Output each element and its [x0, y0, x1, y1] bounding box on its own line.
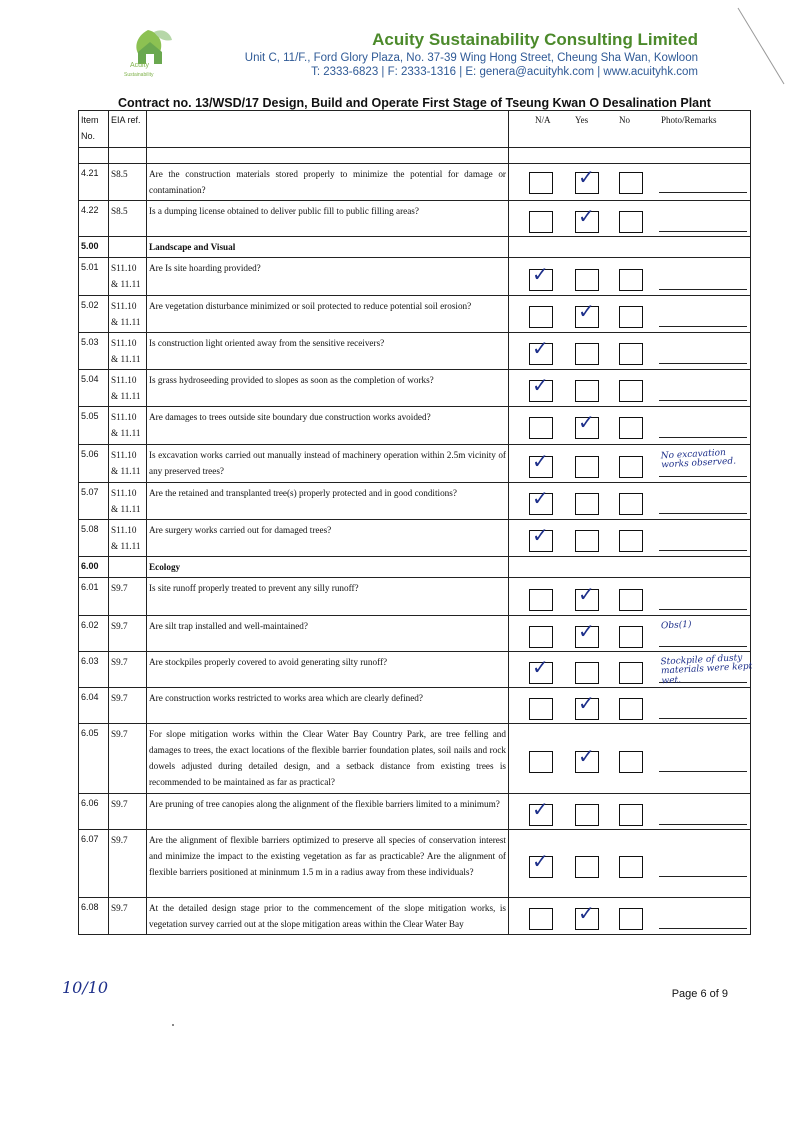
- section-header-row: [79, 556, 751, 577]
- item-number: 6.07: [79, 830, 109, 898]
- checkbox-cell: [509, 794, 751, 830]
- checkbox-yes[interactable]: [575, 856, 599, 878]
- item-number: 5.01: [79, 257, 109, 295]
- checkbox-na[interactable]: [529, 417, 553, 439]
- checkbox-yes[interactable]: [575, 744, 599, 773]
- checkbox-na[interactable]: [529, 849, 553, 878]
- checkbox-cell: [509, 578, 751, 616]
- letterhead: [0, 0, 794, 92]
- checkbox-no[interactable]: [619, 456, 643, 478]
- table-row: [79, 830, 751, 898]
- checkbox-cell: [509, 830, 751, 898]
- checkmark-icon: ✓: [532, 335, 549, 360]
- checkbox-na[interactable]: [529, 211, 553, 233]
- checkbox-no[interactable]: [619, 589, 643, 611]
- section-header-row: [79, 236, 751, 257]
- eia-reference: S9.7: [109, 898, 147, 935]
- table-row: [79, 163, 751, 200]
- checkbox-cell: [509, 652, 751, 688]
- checkbox-no[interactable]: [619, 306, 643, 328]
- checkbox-cell: [509, 444, 751, 482]
- checkbox-no[interactable]: [619, 172, 643, 194]
- header-item-no: Item No.: [79, 111, 109, 148]
- checkbox-na[interactable]: [529, 485, 553, 515]
- table-row: [79, 688, 751, 724]
- table-row: [79, 724, 751, 794]
- checkbox-yes[interactable]: [575, 619, 599, 648]
- checkbox-no[interactable]: [619, 751, 643, 773]
- checkmark-icon: ✓: [532, 522, 549, 547]
- item-number: 5.08: [79, 519, 109, 556]
- table-spacer-row: [79, 147, 751, 163]
- checkbox-yes[interactable]: [575, 530, 599, 552]
- checklist-question: Are stockpiles properly covered to avoid generating silty runoff?: [147, 652, 509, 688]
- header-na: N/A: [535, 115, 551, 125]
- handwritten-remark: Stockpile of dusty materials were kept wet.: [660, 653, 753, 687]
- eia-reference: S11.10 & 11.11: [109, 295, 147, 332]
- checkbox-yes[interactable]: [575, 298, 599, 328]
- checkbox-cell: [509, 163, 751, 200]
- checkmark-icon: ✓: [532, 261, 549, 286]
- table-row: [79, 295, 751, 332]
- checklist-question: Are the retained and transplanted tree(s) properly protected and in good conditions?: [147, 482, 509, 519]
- checkbox-cell: [509, 556, 751, 577]
- checkmark-icon: ✓: [578, 410, 595, 435]
- table-row: [79, 898, 751, 935]
- item-number: 5.02: [79, 295, 109, 332]
- remarks-line: [659, 437, 747, 438]
- checklist-question: Are silt trap installed and well-maintained?: [147, 616, 509, 652]
- checkbox-na[interactable]: [529, 655, 553, 684]
- remarks-line: [659, 718, 747, 719]
- eia-reference: S9.7: [109, 830, 147, 898]
- table-row: [79, 444, 751, 482]
- section-title: Landscape and Visual: [147, 236, 509, 257]
- remarks-line: [659, 513, 747, 514]
- checkmark-icon: ✓: [578, 298, 595, 323]
- eia-reference: S11.10 & 11.11: [109, 444, 147, 482]
- checkmark-icon: ✓: [532, 373, 549, 398]
- checkbox-cell: [509, 688, 751, 724]
- checklist-question: Are damages to trees outside site boundary due construction works avoided?: [147, 407, 509, 444]
- checkbox-no[interactable]: [619, 804, 643, 826]
- table-row: [79, 332, 751, 369]
- checkmark-icon: ✓: [578, 901, 595, 925]
- header-no: No: [619, 115, 630, 125]
- header-remarks: Photo/Remarks: [661, 115, 717, 125]
- remarks-line: [659, 363, 747, 364]
- checkbox-yes[interactable]: [575, 691, 599, 720]
- checklist-question: At the detailed design stage prior to the commencement of the slope mitigation works, is vegetation survey carried out at the slope mitigation areas within the Clear Water Bay: [147, 898, 509, 935]
- remarks-line: [659, 824, 747, 825]
- checkbox-yes[interactable]: [575, 203, 599, 233]
- checkbox-no[interactable]: [619, 698, 643, 720]
- item-number: 6.00: [79, 556, 109, 577]
- table-row: [79, 482, 751, 519]
- checkmark-icon: ✓: [532, 849, 549, 873]
- checkbox-cell: [509, 407, 751, 444]
- eia-reference: S11.10 & 11.11: [109, 257, 147, 295]
- section-title: Ecology: [147, 556, 509, 577]
- checkbox-cell: [509, 616, 751, 652]
- checkmark-icon: ✓: [578, 691, 595, 715]
- logo-text: Acuity: [130, 62, 150, 69]
- checkbox-cell: [509, 257, 751, 295]
- eia-reference: S9.7: [109, 652, 147, 688]
- table-header-row: [79, 111, 751, 148]
- item-number: 5.06: [79, 444, 109, 482]
- checkbox-yes[interactable]: [575, 493, 599, 515]
- eia-reference: [109, 236, 147, 257]
- scan-edge-mark: [736, 6, 786, 86]
- item-number: 4.22: [79, 200, 109, 236]
- item-number: 5.04: [79, 370, 109, 407]
- header-check-columns: [509, 111, 751, 148]
- checkmark-icon: ✓: [532, 485, 549, 510]
- handwritten-remark: No excavation works observed.: [660, 447, 737, 471]
- table-row: [79, 257, 751, 295]
- checkmark-icon: ✓: [578, 203, 595, 228]
- eia-reference: S9.7: [109, 724, 147, 794]
- checkmark-icon: ✓: [578, 619, 595, 643]
- eia-reference: S9.7: [109, 616, 147, 652]
- checkbox-na[interactable]: [529, 626, 553, 648]
- checkbox-no[interactable]: [619, 343, 643, 365]
- table-row: [79, 370, 751, 407]
- checkbox-yes[interactable]: [575, 269, 599, 291]
- checkbox-no[interactable]: [619, 626, 643, 648]
- checkbox-na[interactable]: [529, 335, 553, 365]
- checkmark-icon: ✓: [578, 744, 595, 768]
- contract-title: Contract no. 13/WSD/17 Design, Build and Operate First Stage of Tseung Kwan O Desalination Plant: [118, 96, 711, 110]
- item-number: 6.03: [79, 652, 109, 688]
- remarks-line: [659, 550, 747, 551]
- checkbox-na[interactable]: [529, 448, 553, 478]
- checkbox-yes[interactable]: [575, 164, 599, 194]
- checkbox-no[interactable]: [619, 211, 643, 233]
- checkbox-no[interactable]: [619, 856, 643, 878]
- checkbox-na[interactable]: [529, 908, 553, 930]
- logo-subtext: Sustainability: [124, 72, 154, 78]
- checkbox-no[interactable]: [619, 380, 643, 402]
- item-number: 5.07: [79, 482, 109, 519]
- checkbox-cell: [509, 482, 751, 519]
- item-number: 4.21: [79, 163, 109, 200]
- checklist-question: Is site runoff properly treated to prevent any silly runoff?: [147, 578, 509, 616]
- checklist-question: Is grass hydroseeding provided to slopes as soon as the completion of works?: [147, 370, 509, 407]
- table-row: [79, 794, 751, 830]
- eia-reference: S11.10 & 11.11: [109, 519, 147, 556]
- eia-reference: S8.5: [109, 200, 147, 236]
- checkmark-icon: ✓: [578, 164, 595, 189]
- checkbox-yes[interactable]: [575, 662, 599, 684]
- item-number: 6.04: [79, 688, 109, 724]
- checkbox-cell: [509, 370, 751, 407]
- remarks-line: [659, 400, 747, 401]
- checkmark-icon: ✓: [532, 797, 549, 821]
- checkmark-icon: ✓: [532, 448, 549, 473]
- checklist-table: [78, 110, 751, 935]
- company-address: Unit C, 11/F., Ford Glory Plaza, No. 37-39 Wing Hong Street, Cheung Sha Wan, Kowloon: [244, 52, 698, 64]
- table-row: [79, 200, 751, 236]
- checkbox-cell: [509, 724, 751, 794]
- checkbox-no[interactable]: [619, 493, 643, 515]
- checkbox-no[interactable]: [619, 530, 643, 552]
- checkbox-no[interactable]: [619, 908, 643, 930]
- checklist-question: Is a dumping license obtained to deliver public fill to public filling areas?: [147, 200, 509, 236]
- header-description: [147, 111, 509, 148]
- eia-reference: S11.10 & 11.11: [109, 482, 147, 519]
- checkbox-cell: [509, 200, 751, 236]
- checklist-question: Is excavation works carried out manually instead of machinery operation within 2.5m vicinity of any preserved trees?: [147, 444, 509, 482]
- checkbox-na[interactable]: [529, 172, 553, 194]
- eia-reference: S8.5: [109, 163, 147, 200]
- item-number: 6.06: [79, 794, 109, 830]
- checklist-question: Are the alignment of flexible barriers optimized to preserve all species of conservation interest and minimize the impact to the existing vegetation as far as practicable? Are the alignment of flexible barriers positioned at mininmum 1.5 m in a radius away from these individuals?: [147, 830, 509, 898]
- checkbox-na[interactable]: [529, 589, 553, 611]
- remarks-line: [659, 609, 747, 610]
- item-number: 6.08: [79, 898, 109, 935]
- eia-reference: S9.7: [109, 794, 147, 830]
- checkbox-yes[interactable]: [575, 380, 599, 402]
- spacer-cell: [79, 147, 109, 163]
- remarks-line: [659, 928, 747, 929]
- remarks-line: [659, 192, 747, 193]
- header-yes: Yes: [575, 115, 589, 125]
- page-number: Page 6 of 9: [671, 988, 728, 1000]
- checkmark-icon: ✓: [578, 582, 595, 606]
- checkbox-na[interactable]: [529, 751, 553, 773]
- table-row: [79, 578, 751, 616]
- checklist-question: Are the construction materials stored properly to minimize the potential for damage or contamination?: [147, 163, 509, 200]
- checkbox-yes[interactable]: [575, 804, 599, 826]
- checkbox-cell: [509, 332, 751, 369]
- checkbox-na[interactable]: [529, 698, 553, 720]
- checkbox-no[interactable]: [619, 269, 643, 291]
- checkbox-yes[interactable]: [575, 582, 599, 611]
- item-number: 6.02: [79, 616, 109, 652]
- checkbox-cell: [509, 236, 751, 257]
- table-row: [79, 407, 751, 444]
- remarks-line: [659, 876, 747, 877]
- header-eia-ref: EIA ref.: [109, 111, 147, 148]
- company-name: Acuity Sustainability Consulting Limited: [372, 30, 698, 49]
- eia-reference: S11.10 & 11.11: [109, 407, 147, 444]
- remarks-line: [659, 231, 747, 232]
- checkbox-na[interactable]: [529, 522, 553, 552]
- checkbox-cell: [509, 295, 751, 332]
- checklist-question: Are vegetation disturbance minimized or soil protected to reduce potential soil erosion?: [147, 295, 509, 332]
- eia-reference: S9.7: [109, 578, 147, 616]
- remarks-line: [659, 326, 747, 327]
- checkbox-yes[interactable]: [575, 343, 599, 365]
- checkbox-na[interactable]: [529, 306, 553, 328]
- checklist-question: Are pruning of tree canopies along the alignment of the flexible barriers limited to a minimum?: [147, 794, 509, 830]
- checkbox-cell: [509, 898, 751, 935]
- checkbox-na[interactable]: [529, 797, 553, 826]
- spacer-cell: [109, 147, 147, 163]
- checkbox-na[interactable]: [529, 261, 553, 291]
- spacer-cell: [147, 147, 509, 163]
- checkbox-no[interactable]: [619, 417, 643, 439]
- remarks-line: [659, 289, 747, 290]
- spacer-cell: [509, 147, 751, 163]
- checklist-question: Is construction light oriented away from the sensitive receivers?: [147, 332, 509, 369]
- checkbox-yes[interactable]: [575, 410, 599, 439]
- item-number: 5.03: [79, 332, 109, 369]
- scan-dot: [172, 1024, 174, 1026]
- table-row: [79, 519, 751, 556]
- checkbox-yes[interactable]: [575, 456, 599, 478]
- eia-reference: S9.7: [109, 688, 147, 724]
- checkbox-cell: [509, 519, 751, 556]
- company-contacts: T: 2333-6823 | F: 2333-1316 | E: genera@acuityhk.com | www.acuityhk.com: [311, 66, 698, 78]
- checklist-question: Are construction works restricted to works area which are clearly defined?: [147, 688, 509, 724]
- remarks-line: [659, 771, 747, 772]
- checkmark-icon: ✓: [532, 655, 549, 679]
- eia-reference: [109, 556, 147, 577]
- item-number: 5.00: [79, 236, 109, 257]
- checkbox-no[interactable]: [619, 662, 643, 684]
- table-row: [79, 616, 751, 652]
- item-number: 5.05: [79, 407, 109, 444]
- checklist-question: For slope mitigation works within the Clear Water Bay Country Park, are tree felling and damages to trees, the exact locations of the flexible barrier foundation plates, soil nails and rock dowels adjusted during detailed design, and a setback distance from existing trees is recommended to be maintained as far as practical?: [147, 724, 509, 794]
- table-row: [79, 652, 751, 688]
- checkbox-yes[interactable]: [575, 901, 599, 930]
- item-number: 6.05: [79, 724, 109, 794]
- remarks-line: [659, 476, 747, 477]
- checklist-question: Are Is site hoarding provided?: [147, 257, 509, 295]
- checkbox-na[interactable]: [529, 373, 553, 402]
- eia-reference: S11.10 & 11.11: [109, 332, 147, 369]
- remarks-line: [659, 646, 747, 647]
- handwritten-signature: 10/10: [62, 978, 109, 997]
- eia-reference: S11.10 & 11.11: [109, 370, 147, 407]
- handwritten-remark: Obs(1): [660, 619, 692, 632]
- checklist-question: Are surgery works carried out for damaged trees?: [147, 519, 509, 556]
- item-number: 6.01: [79, 578, 109, 616]
